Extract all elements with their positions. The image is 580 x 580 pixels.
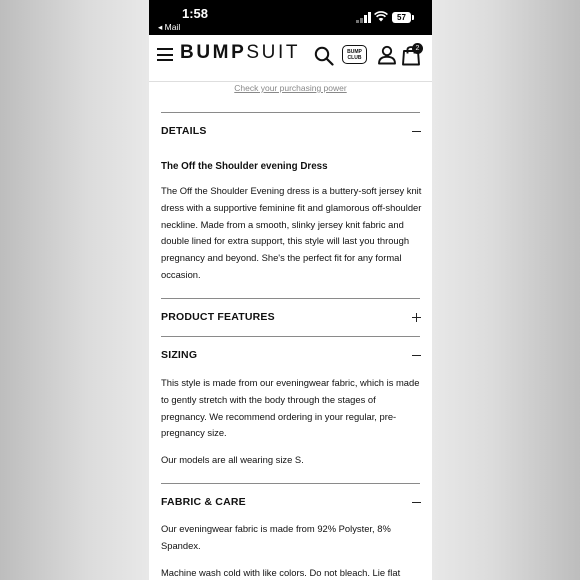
club-line1: BUMP	[347, 49, 362, 55]
club-line2: CLUB	[347, 55, 362, 61]
status-bar	[149, 0, 432, 35]
blurred-background-right	[432, 0, 580, 580]
site-header	[149, 35, 432, 82]
details-description: The Off the Shoulder Evening dress is a buttery-soft jersey knit dress with a supportive feminine fit and glamorous off-shoulder neckline. Made from a smooth, slinky jersey knit fabric and double lined for extra support, this style will last you through pregnancy and beyond. She's the perfect fit for any formal occasion.	[161, 185, 422, 280]
divider	[161, 483, 420, 484]
sizing-description: This style is made from our eveningwear fabric, which is made to gently stretch with the body through the stages of pregnancy. We recommend ordering in your regular, pre-pregnancy size.	[161, 377, 420, 439]
bumpsuit-logo[interactable]	[180, 42, 300, 64]
collapse-fabric-icon[interactable]	[412, 502, 421, 503]
logo-bold-text: BUMP	[180, 42, 247, 63]
menu-icon[interactable]	[157, 48, 173, 61]
wifi-icon	[374, 10, 388, 22]
phone-screen	[149, 0, 432, 580]
product-title: The Off the Shoulder evening Dress	[161, 161, 328, 172]
divider	[161, 336, 420, 337]
battery-indicator: 57	[392, 12, 411, 23]
sizing-heading[interactable]: SIZING	[161, 349, 198, 361]
battery-tip-icon	[412, 15, 414, 20]
details-heading[interactable]: DETAILS	[161, 125, 207, 137]
back-to-mail-link[interactable]: ◂ Mail	[158, 22, 181, 32]
expand-features-icon-vertical[interactable]	[416, 313, 417, 322]
fabric-description: Our eveningwear fabric is made from 92% Polyster, 8% Spandex.	[161, 523, 391, 551]
status-time: 1:58	[182, 6, 209, 21]
cart-count-badge: 2	[412, 43, 423, 54]
account-icon[interactable]	[377, 45, 397, 65]
search-icon[interactable]	[314, 46, 334, 66]
cellular-signal-icon	[356, 12, 372, 23]
divider	[161, 112, 420, 113]
divider	[161, 298, 420, 299]
fabric-care-heading[interactable]: FABRIC & CARE	[161, 496, 246, 508]
blurred-background-left	[0, 0, 149, 580]
collapse-details-icon[interactable]	[412, 131, 421, 132]
purchasing-power-link[interactable]: Check your purchasing power	[234, 83, 347, 93]
care-instructions: Machine wash cold with like colors. Do not bleach. Lie flat	[161, 567, 401, 578]
product-features-heading[interactable]: PRODUCT FEATURES	[161, 311, 275, 323]
sizing-model-note: Our models are all wearing size S.	[161, 454, 304, 465]
bump-club-button[interactable]	[342, 45, 367, 64]
collapse-sizing-icon[interactable]	[412, 355, 421, 356]
logo-light-text: SUIT	[246, 42, 301, 63]
